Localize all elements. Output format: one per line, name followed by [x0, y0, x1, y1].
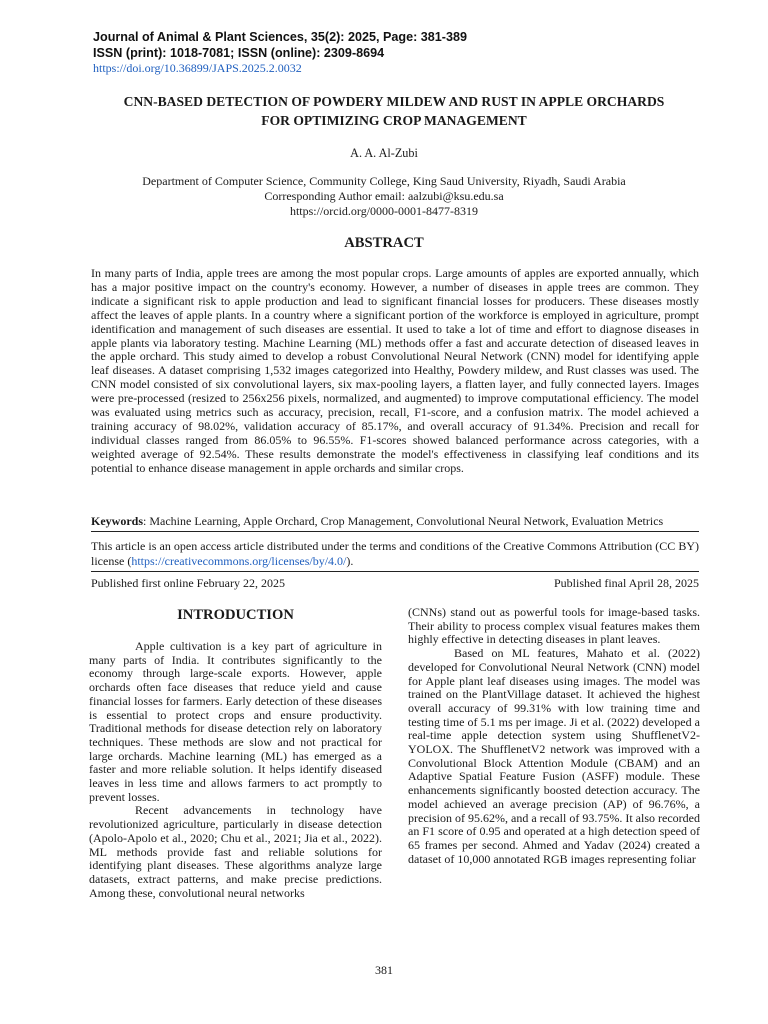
paper-title-line-1: CNN-BASED DETECTION OF POWDERY MILDEW AND RUST IN APPLE ORCHARDS [123, 94, 665, 109]
doi-link[interactable]: https://doi.org/10.36899/JAPS.2025.2.0032 [93, 61, 302, 75]
paper-title-line-2: FOR OPTIMIZING CROP MANAGEMENT [261, 112, 527, 128]
right-column [408, 606, 700, 866]
license-end: ). [346, 553, 354, 568]
intro-paragraph-4: Based on ML features, Mahato et al. (2022) developed for Convolutional Neural Network (CNN) model for Apple plant leaf diseases using images. The model was trained on the PlantVillage dataset. It achieved the highest overall accuracy of 99.31% with low training time and testing time of 5.1 ms per image. Ji et al. (2022) developed a real-time apple detection system using ShufflenetV2-YOLOX. The ShufflenetV2 network was improved with a Convolutional Block Attention Module (CBAM) and an Adaptive Spatial Feature Fusion (ASFF) module. These enhancements significantly boosted detection accuracy. The model achieved an average precision (AP) of 96.76%, a precision of 95.62%, and a recall of 93.75%. It also recorded an F1 score of 0.95 and operated at a high detection speed of 65 frames per second. Ahmed and Yadav (2024) created a dataset of 10,000 annotated RGB images representing foliar [408, 646, 700, 866]
publication-dates [91, 576, 699, 591]
published-final-date: Published final April 28, 2025 [554, 576, 699, 590]
author-affiliation [0, 174, 768, 219]
corresponding-email: Corresponding Author email: aalzubi@ksu.edu.sa [264, 189, 504, 203]
page-number: 381 [375, 963, 393, 977]
orcid-link[interactable]: https://orcid.org/0000-0001-8477-8319 [289, 204, 479, 218]
divider-top [91, 531, 699, 532]
license-notice [91, 539, 699, 568]
abstract-heading: ABSTRACT [344, 235, 424, 251]
keywords-label: Keywords [91, 514, 143, 528]
license-text: This article is an open access article distributed under the terms and conditions of the Creative Commons Attribution (CC BY) license ( [91, 539, 699, 568]
paper-title [60, 93, 728, 130]
intro-paragraph-1: Apple cultivation is a key part of agriculture in many parts of India. It contributes significantly to the economy through large-scale exports. However, apple orchards often face diseases that reduce yield and cause financial losses for farmers. Early detection of these diseases is essential to protect crops and ensure productivity. Traditional methods for disease detection rely on laboratory techniques. These methods are slow and not practical for large orchards. Machine learning (ML) has emerged as a faster and more reliable solution. It helps identify diseased leaves in less time and allows farmers to act promptly to prevent losses. [89, 639, 382, 804]
license-link[interactable]: https://creativecommons.org/licenses/by/4.0/ [131, 553, 347, 568]
introduction-heading: INTRODUCTION [177, 607, 294, 623]
intro-paragraph-2: Recent advancements in technology have revolutionized agriculture, particularly in disease detection (Apolo-Apolo et al., 2020; Chu et al., 2021; Jia et al., 2022). ML methods provide fast and reliable solutions for identifying plant diseases. These algorithms analyze large datasets, extract patterns, and make precise predictions. Among these, convolutional neural networks [89, 803, 382, 900]
affiliation-department: Department of Computer Science, Community College, King Saud University, Riyadh, Saudi Arabia [142, 174, 626, 188]
divider-bottom [91, 571, 699, 572]
intro-paragraph-3: (CNNs) stand out as powerful tools for image-based tasks. Their ability to process complex visual features makes them highly effective in detecting diseases in plant leaves. [408, 605, 700, 647]
journal-header [93, 30, 693, 76]
keywords-list: : Machine Learning, Apple Orchard, Crop Management, Convolutional Neural Network, Evaluation Metrics [143, 514, 664, 528]
journal-citation: Journal of Animal & Plant Sciences, 35(2): 2025, Page: 381-389 [93, 30, 467, 44]
journal-issn: ISSN (print): 1018-7081; ISSN (online): 2309-8694 [93, 45, 385, 60]
abstract-text: In many parts of India, apple trees are among the most popular crops. Large amounts of apples are exported annually, which has a major positive impact on the country's economy. However, a number of diseases in apple trees are common. They indicate a significant risk to apple production and lead to significant financial losses for producers. These diseases mostly affect the leaves of apple plants. In a country where a significant portion of the workforce is employed in agriculture, prompt identification and management of such diseases are essential. It used to take a lot of time and effort to diagnose diseases in apple plants via laboratory testing. Machine Learning (ML) methods offer a fast and accurate detection of diseased leaves in the apple orchard. This study aimed to develop a robust Convolutional Neural Network (CNN) model for identifying apple leaf diseases. A dataset comprising 1,532 images categorized into Healthy, Powdery mildew, and Rust classes was used. The CNN model consisted of six convolutional layers, six max-pooling layers, a flatten layer, and fully connected layers. Images were pre-processed (resized to 256x256 pixels, normalized, and augmented) to improve computational efficiency. The model was evaluated using metrics such as accuracy, precision, recall, F1-score, and a confusion matrix. The model achieved a training accuracy of 98.02%, validation accuracy of 85.17%, and overall accuracy of 91.34%. Precision and recall for individual classes ranged from 86.05% to 96.55%. F1-scores showed balanced performance across categories, with a weighted average of 92.54%. These results demonstrate the model's effectiveness in classifying leaf conditions and its potential to enhance disease management in apple orchards and similar crops. [91, 266, 699, 475]
author-name: A. A. Al-Zubi [350, 146, 418, 160]
left-column [89, 606, 382, 900]
keywords [91, 514, 699, 529]
published-first-date: Published first online February 22, 2025 [91, 576, 285, 590]
